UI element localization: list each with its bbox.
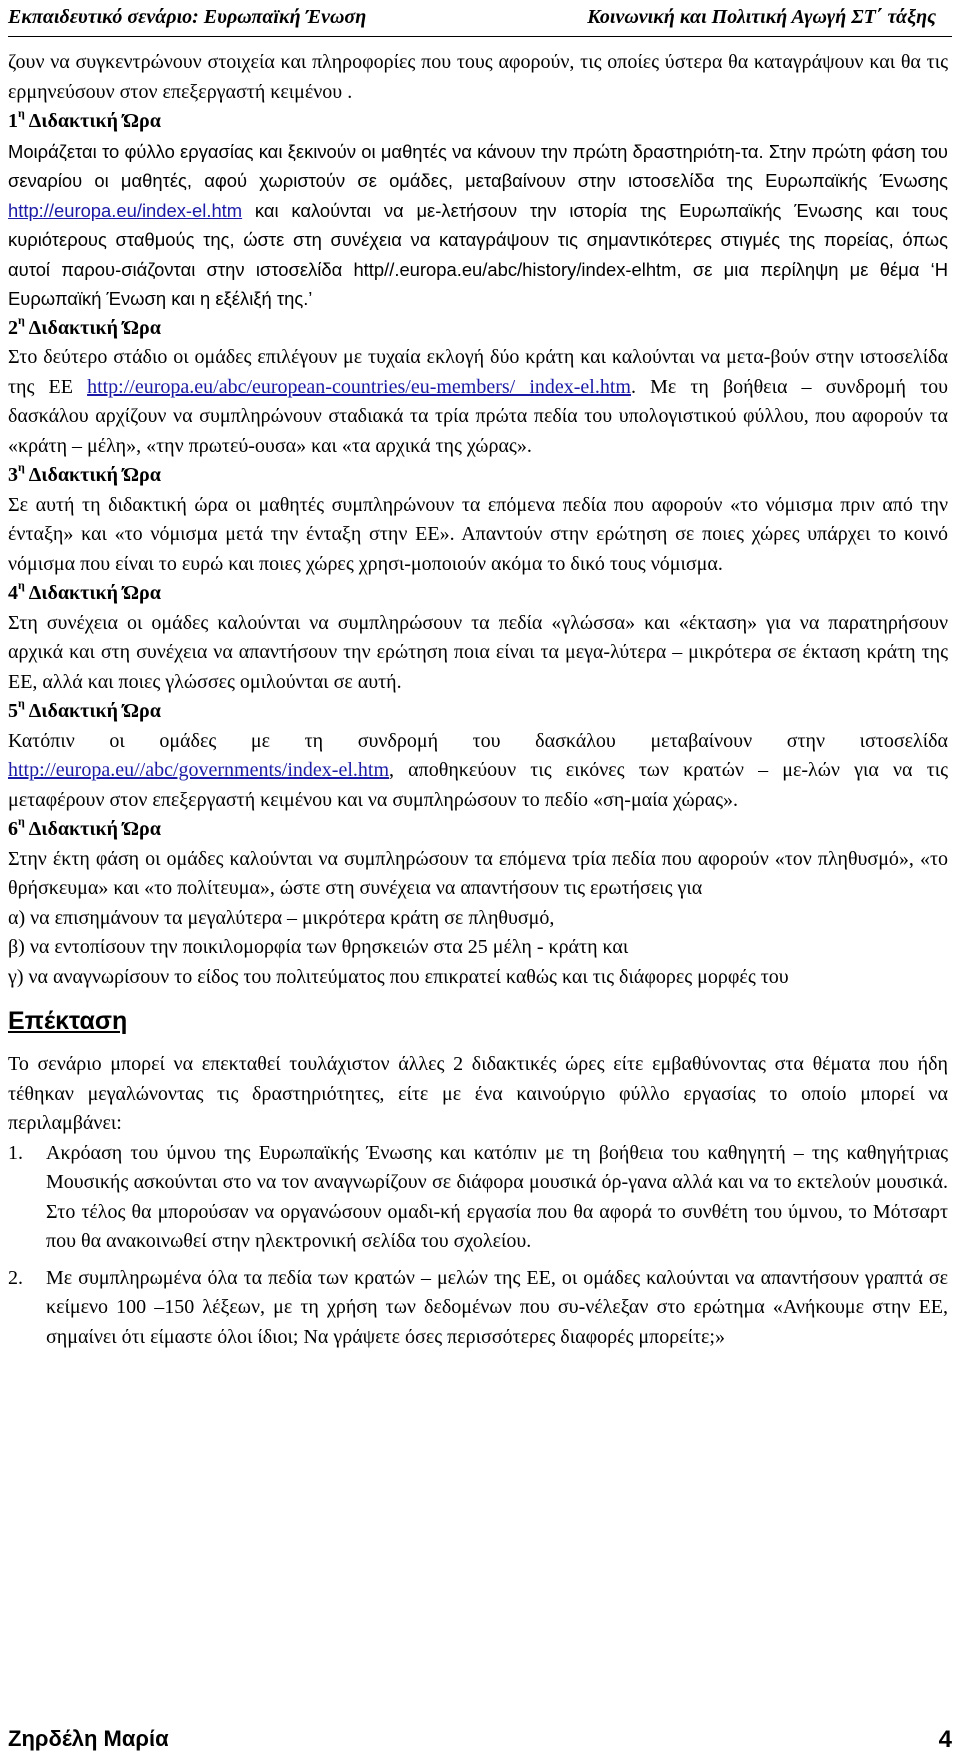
list-item-text: Με συμπληρωμένα όλα τα πεδία των κρατών – μελών της ΕΕ, οι ομάδες καλούνται να απαντήσουν γραπτά σε κείμενο 100 –150 λέξεων, με τη χρήση των δεδομένων που συ-νέλεξαν στο ερώτημα «Ανήκουμε στην ΕΕ, σημαίνει ότι είμαστε όλοι ίδιοι; Να γράψετε όσες περισσότερες διαφορές μπορείτε;» bbox=[46, 1266, 948, 1348]
section-title: Διδακτική Ώρα bbox=[28, 700, 161, 722]
section-paragraph-1 bbox=[8, 137, 948, 314]
extension-list bbox=[8, 1139, 948, 1353]
question-line-c: γ) να αναγνωρίσουν το είδος του πολιτεύματος που επικρατεί καθώς και τις διάφορες μορφές του bbox=[8, 965, 789, 988]
section-superscript: η bbox=[18, 696, 25, 711]
header-title: Εκπαιδευτικό σενάριο: Ευρωπαϊκή Ένωση bbox=[8, 6, 367, 28]
list-item bbox=[8, 1139, 948, 1257]
section-heading-3 bbox=[8, 461, 948, 491]
section-title: Διδακτική Ώρα bbox=[28, 818, 161, 840]
section-paragraph-3: Σε αυτή τη διδακτική ώρα οι μαθητές συμπληρώνουν τα επόμενα πεδία που αφορούν «το νόμισμα πριν από την ένταξη» και «το νόμισμα μετά την ένταξη στην ΕΕ». Απαντούν στην ερώτηση σε ποιες χώρες υπάρχει το κοινό νόμισμα που είναι το ευρώ και ποιες χώρες χρησι-μοποιούν ακόμα το δικό τους νόμισμα. bbox=[8, 493, 948, 575]
page-number: 4 bbox=[938, 1726, 952, 1753]
eu-members-link[interactable]: http://europa.eu/abc/european-countries/eu-members/ index-el.htm bbox=[87, 375, 631, 398]
section-number: 1 bbox=[8, 110, 18, 132]
question-line-a: α) να επισημάνουν τα μεγαλύτερα – μικρότερα κράτη σε πληθυσμό, bbox=[8, 906, 555, 929]
section-heading-4 bbox=[8, 579, 948, 609]
list-item bbox=[8, 1264, 948, 1353]
extension-heading: Επέκταση bbox=[8, 1007, 128, 1035]
section-superscript: η bbox=[18, 106, 25, 121]
section-title: Διδακτική Ώρα bbox=[28, 464, 161, 486]
section-title: Διδακτική Ώρα bbox=[28, 316, 161, 339]
section-paragraph-4: Στη συνέχεια οι ομάδες καλούνται να συμπληρώσουν τα πεδία «γλώσσα» και «έκταση» για να παρατηρήσουν αρχικά και στη συνέχεια να απαντήσουν την ερώτηση ποια είναι τα μεγα-λύτερα – μικρότερα σε έκταση κράτη της ΕΕ, αλλά και ποιες γλώσσες ομιλούνται σε αυτή. bbox=[8, 611, 948, 693]
paragraph-text: . Με τη βοήθεια – συνδρομή του δασκάλου αρχίζουν να συμπληρώνουν σταδιακά τα τρία πρώτα πεδία του υπολογιστικού φύλλου, που αφορούν τα «κράτη – μέλη», «την πρωτεύ-ουσα» και «τα αρχικά της χώρας». bbox=[8, 375, 949, 457]
question-line-b: β) να εντοπίσουν την ποικιλομορφία των θρησκειών στα 25 μέλη - κράτη και bbox=[8, 936, 629, 958]
section-paragraph-5 bbox=[8, 727, 948, 816]
section-number: 3 bbox=[8, 464, 18, 486]
list-item-number: 2. bbox=[8, 1266, 23, 1289]
section-number: 6 bbox=[8, 818, 18, 840]
section-title: Διδακτική Ώρα bbox=[28, 110, 161, 132]
europa-index-link[interactable]: http://europa.eu/index-el.htm bbox=[8, 199, 243, 221]
section-superscript: η bbox=[18, 312, 25, 327]
section-title: Διδακτική Ώρα bbox=[28, 582, 161, 604]
paragraph-text: Μοιράζεται το φύλλο εργασίας και ξεκινούν οι μαθητές να κάνουν την πρώτη δραστηριότη-τα. Στην πρώτη φάση του σεναρίου οι μαθητές, αφού χωριστούν σε ομάδες, μεταβαίνουν στην ιστοσελίδα της Ευρωπαϊκής Ένωσης bbox=[8, 140, 948, 191]
section-number: 4 bbox=[8, 582, 18, 604]
paragraph-text: Κατόπιν οι ομάδες με τη συνδρομή του δασκάλου μεταβαίνουν στην ιστοσελίδα bbox=[8, 729, 948, 752]
section-superscript: η bbox=[18, 578, 25, 593]
section-paragraph-2 bbox=[8, 343, 948, 461]
document-body bbox=[8, 48, 948, 1359]
section-heading-5 bbox=[8, 697, 948, 727]
section-number: 2 bbox=[8, 316, 18, 339]
page-footer bbox=[8, 1722, 952, 1756]
header-subject: Κοινωνική και Πολιτική Αγωγή ΣΤ΄ τάξης bbox=[587, 6, 936, 28]
list-item-number: 1. bbox=[8, 1141, 23, 1164]
page-header bbox=[8, 0, 952, 37]
author-name: Ζηρδέλη Μαρία bbox=[8, 1726, 169, 1751]
governments-link[interactable]: http://europa.eu//abc/governments/index-el.htm bbox=[8, 759, 390, 781]
section-number: 5 bbox=[8, 700, 18, 722]
list-item-text: Ακρόαση του ύμνου της Ευρωπαϊκής Ένωσης και κατόπιν με τη βοήθεια του καθηγητή – της καθηγήτριας Μουσικής ασκούνται στο να τον αναγνωρίζουν σε διάφορα μουσικά όρ-γανα αλλά και να το εκτελούν μουσικά. Στο τέλος θα μπορούσαν να οργανώσουν ομαδι-κή εργασία που θα αφορά το συνθέτη του ύμνου, το Μότσαρτ που θα ανακοινωθεί στην ηλεκτρονική σελίδα του σχολείου. bbox=[46, 1141, 948, 1252]
extension-intro: Το σενάριο μπορεί να επεκταθεί τουλάχιστον άλλες 2 διδακτικές ώρες είτε εμβαθύνοντας στα θέματα που ήδη τέθηκαν μεγαλώνοντας τις δραστηριότητες, είτε με ένα καινούργιο φύλλο εργασίας το οποίο μπορεί να περιλαμβάνει: bbox=[8, 1053, 948, 1134]
paragraph-text: , αποθηκεύουν τις εικόνες των κρατών – με-λών για να τις μεταφέρουν στον επεξεργαστή κειμένου και να συμπληρώσουν το πεδίο «ση-μαία χώρας». bbox=[8, 759, 948, 811]
paragraph-text: Στο δεύτερο στάδιο οι ομάδες επιλέγουν με τυχαία εκλογή δύο κράτη και καλούνται να μετα-βούν στην ιστοσελίδα της ΕΕ bbox=[8, 346, 948, 398]
section-heading-6 bbox=[8, 815, 948, 845]
section-paragraph-6: Στην έκτη φάση οι ομάδες καλούνται να συμπληρώσουν τα επόμενα τρία πεδία που αφορούν «τον πληθυσμό», «το θρήσκευμα» και «το πολίτευμα», ώστε στη συνέχεια να απαντήσουν τις ερωτήσεις για bbox=[8, 847, 948, 899]
intro-paragraph: ζουν να συγκεντρώνουν στοιχεία και πληροφορίες που τους αφορούν, τις οποίες ύστερα θα καταγράψουν και θα τις ερμηνεύσουν στον επεξεργαστή κειμένου . bbox=[8, 51, 948, 103]
section-heading-1 bbox=[8, 107, 948, 137]
paragraph-text: και καλούνται να με-λετήσουν την ιστορία της Ευρωπαϊκής Ένωσης και τους κυριότερους σταθμούς της, ώστε στη συνέχεια να καταγράψουν τις σημαντικότερες στιγμές της πορείας, όπως αυτοί παρου-σιάζονται στην ιστοσελίδα http//.europa.eu/abc/history/index-elhtm, σε μια περίληψη με θέμα ‘Η Ευρωπαϊκή Ένωση και η εξέλιξή της.’ bbox=[8, 199, 948, 309]
section-superscript: η bbox=[18, 460, 25, 475]
section-superscript: η bbox=[18, 814, 25, 829]
section-heading-2 bbox=[8, 314, 948, 344]
